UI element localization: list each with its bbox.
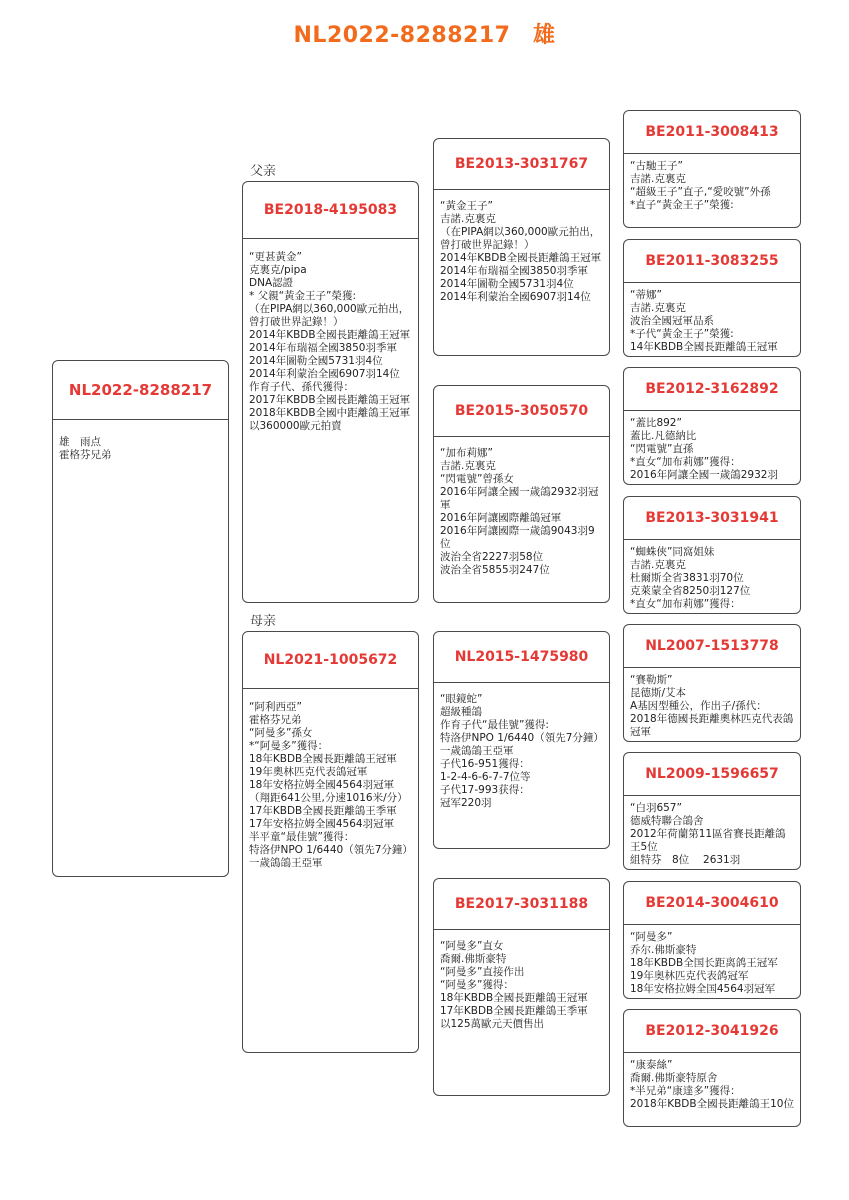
card-line: *子代“黃金王子”榮獲:: [630, 328, 734, 340]
card-lines: [434, 437, 609, 577]
card-line: （在PIPA網以360,000歐元拍出，曾打破世界記錄！）: [440, 226, 601, 251]
pedigree-card-dam: [242, 631, 419, 1053]
ring-number: NL2009-1596657: [624, 753, 800, 796]
pedigree-card-ssd: [623, 239, 801, 357]
card-line: “更甚黃金”: [249, 251, 302, 263]
card-line: 2017年KBDB全國長距離鴿王冠軍: [249, 394, 411, 406]
card-line: 作育子代“最佳號”獲得:: [440, 719, 549, 731]
card-line: 14年KBDB全國長距離鴿王冠軍: [630, 341, 778, 353]
card-line: “阿利西亞”: [249, 701, 302, 713]
card-line: “白羽657”: [630, 802, 682, 814]
card-line: 2016年阿讓國際一歲鴿9043羽9位: [440, 525, 595, 550]
card-line: （在PIPA網以360,000歐元拍出，曾打破世界記錄！）: [249, 303, 410, 328]
card-line: 19年奥林匹克代表鸽冠军: [630, 970, 749, 982]
pedigree-card-sire-dam: [433, 385, 610, 603]
card-line: 18年安格拉姆全國4564羽冠軍（翔距641公里,分速1016米/分）: [249, 779, 408, 804]
card-line: 吉諾.克裏克: [440, 460, 496, 472]
card-line: 一歲鴿鴿王亞軍: [249, 857, 323, 869]
card-line: 18年安格拉姆全国4564羽冠军: [630, 983, 776, 995]
card-line: “阿曼多”直女: [440, 940, 504, 952]
card-line: 2016年阿讓國際離鴿冠軍: [440, 512, 562, 524]
card-line: 吉諾.克裏克: [630, 173, 686, 185]
card-line: 子代16-951獲得：: [440, 758, 530, 770]
card-line: 17年安格拉姆全國4564羽冠軍: [249, 818, 395, 830]
card-line: 吉諾.克裏克: [630, 559, 686, 571]
card-line: “蒂娜”: [630, 289, 662, 301]
card-lines: [434, 930, 609, 1031]
card-line: “阿曼多”獲得：: [440, 979, 514, 991]
card-line: “蓋比892”: [630, 417, 682, 429]
card-line: “閃電號”曾孫女: [440, 473, 514, 485]
card-line: 18年KBDB全国长距离鸽王冠军: [630, 957, 778, 969]
card-line: “黃金王子”: [440, 200, 493, 212]
card-lines: [624, 1053, 800, 1111]
card-line: 克裏克/pipa: [249, 264, 307, 276]
card-line: “古馳王子”: [630, 160, 683, 172]
card-lines: [243, 239, 418, 433]
card-line: 作育子代、孫代獲得：: [249, 381, 354, 393]
ring-number: NL2007-1513778: [624, 625, 800, 668]
card-line: 特洛伊NPO 1/6440（領先7分鐘）: [440, 732, 604, 744]
card-line: DNA認證: [249, 277, 294, 289]
card-line: 波治全國冠軍品系: [630, 315, 714, 327]
sire-label: 父亲: [250, 164, 277, 179]
ring-number: NL2015-1475980: [434, 632, 609, 683]
card-line: 2014年利蒙治全國6907羽14位: [249, 368, 400, 380]
card-line: 以125萬歐元天價售出: [440, 1018, 545, 1030]
page-title: NL2022-8288217 雄: [293, 23, 556, 48]
card-lines: [243, 689, 418, 870]
card-line: 2014年圖勒全國5731羽4位: [249, 355, 383, 367]
pedigree-card-sire: [242, 181, 419, 603]
ring-number: NL2021-1005672: [243, 632, 418, 689]
card-lines: [434, 190, 609, 304]
card-lines: [624, 925, 800, 996]
card-line: 德威特聯合鴿舍: [630, 815, 704, 827]
card-line: *直女“加布莉娜”獲得：: [630, 598, 741, 610]
card-line: 19年奧林匹克代表鴿冠軍: [249, 766, 368, 778]
ring-number: NL2022-8288217: [53, 361, 228, 420]
card-line: 2018年德國長距離奧林匹克代表鴿冠軍: [630, 713, 794, 738]
pedigree-card-dss: [623, 624, 801, 742]
card-line: *直子“黃金王子”榮獲:: [630, 199, 734, 211]
pedigree-card-dam-dam: [433, 878, 610, 1096]
card-line: “阿曼多”孫女: [249, 727, 313, 739]
card-line: 吉諾.克裏克: [440, 213, 496, 225]
card-line: 17年KBDB全國長距離鴿王季軍: [249, 805, 397, 817]
card-line: 2012年荷蘭第11區省賽長距離鴿王5位: [630, 828, 786, 853]
pedigree-card-sds: [623, 367, 801, 485]
card-line: *“阿曼多”獲得：: [249, 740, 329, 752]
card-line: 子代17-993获得：: [440, 784, 530, 796]
card-line: 杜爾斯全省3831羽70位: [630, 572, 744, 584]
ring-number: BE2011-3008413: [624, 111, 800, 154]
card-lines: [53, 420, 228, 462]
card-line: *直女“加布莉娜”獲得：: [630, 456, 741, 468]
card-line: “閃電號”直孫: [630, 443, 694, 455]
ring-number: BE2015-3050570: [434, 386, 609, 437]
card-line: 霍格芬兄弟: [249, 714, 302, 726]
card-line: 波治全省2227羽58位: [440, 551, 544, 563]
card-line: 組特芬 8位 2631羽: [630, 854, 741, 866]
card-line: “康泰絲”: [630, 1059, 673, 1071]
card-line: 喬爾.佛斯豪特: [440, 953, 507, 965]
card-line: 2016年阿讓全國一歲鴿2932羽: [630, 469, 778, 481]
card-line: 半平童“最佳號”獲得：: [249, 831, 355, 843]
card-line: 冠军220羽: [440, 797, 492, 809]
ring-number: BE2018-4195083: [243, 182, 418, 239]
ring-number: BE2012-3162892: [624, 368, 800, 411]
card-line: “加布莉娜”: [440, 447, 493, 459]
card-line: 特洛伊NPO 1/6440（領先7分鐘）: [249, 844, 413, 856]
card-line: 一歲鴿鴿王亞軍: [440, 745, 514, 757]
card-line: “阿曼多”: [630, 931, 673, 943]
card-line: 超級種鴿: [440, 706, 482, 718]
card-line: “眼鏡蛇”: [440, 693, 483, 705]
card-line: 2014年布瑞福全國3850羽季軍: [249, 342, 397, 354]
card-line: 1-2-4-6-6-7-7位等: [440, 771, 531, 783]
card-line: “賽勒斯”: [630, 674, 673, 686]
card-line: 克萊蒙全省8250羽127位: [630, 585, 751, 597]
ring-number: BE2013-3031941: [624, 497, 800, 540]
card-line: 2014年KBDB全國長距離鴿王冠軍: [249, 329, 411, 341]
card-line: 18年KBDB全國長距離鴿王冠軍: [249, 753, 397, 765]
card-lines: [624, 796, 800, 867]
dam-label: 母亲: [250, 614, 277, 629]
card-line: 18年KBDB全國長距離鴿王冠軍: [440, 992, 588, 1004]
card-line: 蓋比.凡德納比: [630, 430, 697, 442]
card-line: 霍格芬兄弟: [59, 449, 112, 461]
card-line: 波治全省5855羽247位: [440, 564, 550, 576]
ring-number: BE2011-3083255: [624, 240, 800, 283]
card-line: 2018年KBDB全國中距離鴿王冠軍: [249, 407, 411, 419]
pedigree-card-sss: [623, 110, 801, 228]
card-line: A基因型種公，作出子/孫代：: [630, 700, 767, 712]
pedigree-card-dds: [623, 881, 801, 999]
ring-number: BE2014-3004610: [624, 882, 800, 925]
card-lines: [434, 683, 609, 810]
card-lines: [624, 283, 800, 354]
card-line: 2016年阿讓全國一歲鴿2932羽冠軍: [440, 486, 599, 511]
ring-number: BE2013-3031767: [434, 139, 609, 190]
card-line: 17年KBDB全國長距離鴿王季軍: [440, 1005, 588, 1017]
pedigree-card-subject: [52, 360, 229, 877]
pedigree-card-dam-sire: [433, 631, 610, 849]
card-line: 2014年KBDB全國長距離鴿王冠軍: [440, 252, 602, 264]
card-lines: [624, 668, 800, 739]
card-line: 雄 雨点: [59, 436, 101, 448]
card-line: * 父親“黃金王子”榮獲:: [249, 290, 357, 302]
card-line: “阿曼多”直接作出: [440, 966, 525, 978]
card-line: 乔尔.佛斯豪特: [630, 944, 697, 956]
pedigree-card-ddd: [623, 1009, 801, 1127]
card-line: “蜘蛛俠”同窩姐妹: [630, 546, 715, 558]
pedigree-card-dsd: [623, 752, 801, 870]
ring-number: BE2012-3041926: [624, 1010, 800, 1053]
card-line: 吉諾.克裏克: [630, 302, 686, 314]
card-lines: [624, 540, 800, 611]
card-line: 喬爾.佛斯豪特原舍: [630, 1072, 718, 1084]
card-line: 昆德斯/艾本: [630, 687, 687, 699]
card-line: “超級王子”直子,“愛咬號”外孫: [630, 186, 771, 198]
ring-number: BE2017-3031188: [434, 879, 609, 930]
pedigree-card-sdd: [623, 496, 801, 614]
card-line: 2014年布瑞福全國3850羽季軍: [440, 265, 588, 277]
card-lines: [624, 411, 800, 482]
card-line: 2018年KBDB全國長距離鴿王10位: [630, 1098, 794, 1110]
card-line: 2014年利蒙治全國6907羽14位: [440, 291, 591, 303]
pedigree-card-sire-sire: [433, 138, 610, 356]
card-lines: [624, 154, 800, 212]
card-line: 以360000歐元拍賣: [249, 420, 342, 432]
card-line: *半兄弟“康達多”獲得：: [630, 1085, 741, 1097]
card-line: 2014年圖勒全國5731羽4位: [440, 278, 574, 290]
